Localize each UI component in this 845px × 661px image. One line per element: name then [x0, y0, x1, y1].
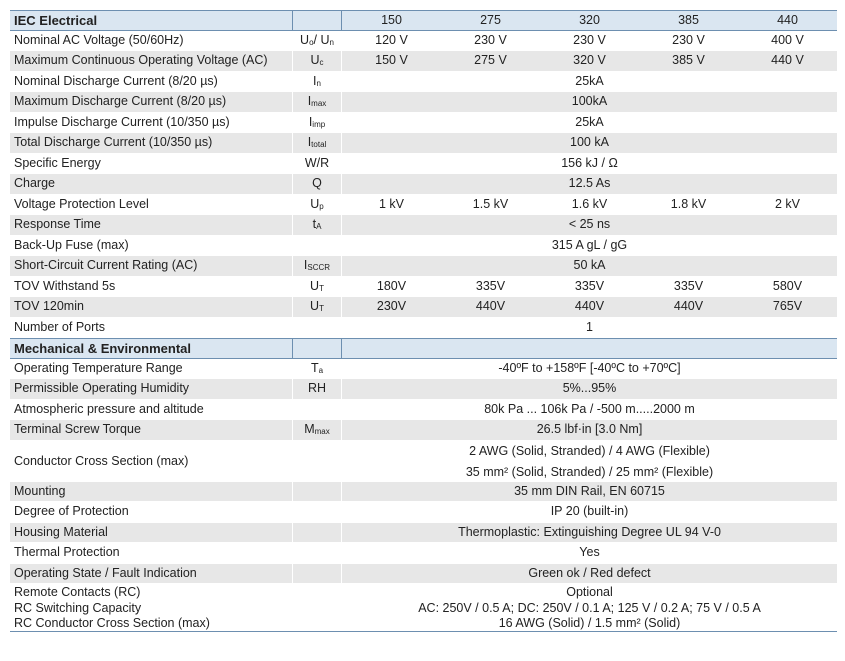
table-row — [10, 31, 837, 52]
param-name: Back-Up Fuse (max) — [14, 237, 129, 252]
table-row — [10, 72, 837, 93]
table-row — [10, 154, 837, 175]
param-value: 580V — [772, 278, 803, 293]
param-value: 440 V — [771, 53, 804, 67]
table-row — [10, 51, 837, 72]
symbol-header — [292, 11, 342, 30]
section-header-iec — [10, 10, 837, 31]
table-row — [10, 256, 837, 277]
param-name: Maximum Continuous Operating Voltage (AC) — [14, 53, 268, 67]
symbol-subscript: total — [311, 140, 327, 149]
param-value: 150 V — [375, 53, 408, 67]
param-value: 1.8 kV — [670, 196, 707, 211]
param-value — [342, 441, 837, 481]
param-value: 120 V — [375, 32, 408, 47]
param-name: Degree of Protection — [14, 504, 129, 518]
param-symbol — [292, 564, 342, 584]
param-value: Thermoplastic: Extinguishing Degree UL 94 V-0 — [458, 524, 721, 539]
param-name: Housing Material — [14, 524, 108, 539]
param-value: 180V — [376, 278, 407, 293]
iec-rows — [10, 31, 837, 339]
mech-rows — [10, 359, 837, 441]
param-value: 275 V — [474, 53, 507, 67]
symbol: t — [312, 217, 317, 231]
table-row — [10, 195, 837, 216]
param-value: -40ºF to +158ºF [-40ºC to +70ºC] — [498, 360, 681, 375]
param-value: IP 20 (built-in) — [550, 504, 629, 518]
param-name: Short-Circuit Current Rating (AC) — [14, 258, 198, 272]
col-header: 440 — [777, 13, 798, 27]
symbol-subscript: T — [319, 283, 324, 293]
symbol-subscript: c — [319, 58, 324, 67]
symbol: I — [307, 135, 312, 149]
param-symbol — [292, 318, 342, 338]
table-row — [10, 420, 837, 441]
param-value: 440V — [475, 299, 506, 313]
param-value: 80k Pa ... 106k Pa / -500 m.....2000 m — [484, 401, 695, 416]
symbol: I — [313, 73, 317, 88]
param-value: Yes — [579, 545, 600, 559]
param-name: Operating Temperature Range — [14, 360, 183, 375]
param-value: 35 mm DIN Rail, EN 60715 — [514, 483, 665, 498]
param-symbol — [292, 482, 342, 502]
param-name: Mounting — [14, 483, 66, 498]
symbol-subscript: a — [318, 365, 324, 375]
section-title: IEC Electrical — [14, 13, 98, 28]
param-symbol — [292, 400, 342, 420]
param-name: Nominal Discharge Current (8/20 µs) — [14, 73, 218, 88]
param-symbol — [292, 256, 342, 276]
table-row — [10, 379, 837, 400]
symbol: U — [310, 299, 320, 313]
param-symbol — [292, 31, 342, 51]
param-symbol — [292, 51, 342, 71]
table-row — [10, 523, 837, 544]
param-symbol — [292, 92, 342, 112]
section-title: Mechanical & Environmental — [14, 341, 191, 356]
symbol: I — [308, 114, 313, 129]
param-symbol — [292, 277, 342, 297]
param-value: 1.6 kV — [571, 196, 608, 211]
param-symbol — [292, 297, 342, 317]
param-value: 440V — [673, 299, 704, 313]
table-row — [10, 92, 837, 113]
param-name: Nominal AC Voltage (50/60Hz) — [14, 32, 184, 47]
table-row — [10, 133, 837, 154]
table-row — [10, 215, 837, 236]
table-row — [10, 584, 837, 632]
param-name: TOV Withstand 5s — [14, 278, 116, 293]
section-header-mech — [10, 338, 837, 359]
param-value: 230 V — [573, 32, 606, 47]
table-row — [10, 543, 837, 564]
param-symbol — [292, 236, 342, 256]
param-name: Operating State / Fault Indication — [14, 565, 197, 580]
param-value — [342, 584, 837, 631]
symbol: / U — [313, 32, 330, 47]
param-value: 320 V — [573, 53, 606, 67]
param-value: 25kA — [575, 73, 604, 88]
param-name: Maximum Discharge Current (8/20 µs) — [14, 94, 227, 108]
symbol: U — [310, 278, 320, 293]
param-value: 1 kV — [378, 196, 404, 211]
param-name: Impulse Discharge Current (10/350 µs) — [14, 114, 230, 129]
param-symbol — [292, 113, 342, 133]
param-value: 26.5 lbf·in [3.0 Nm] — [536, 422, 643, 436]
param-name: Number of Ports — [14, 319, 106, 334]
symbol-subscript: A — [316, 222, 322, 231]
symbol: M — [304, 422, 315, 436]
table-row — [10, 174, 837, 195]
param-value: 230 V — [474, 32, 507, 47]
param-symbol — [292, 195, 342, 215]
param-name: Response Time — [14, 217, 101, 231]
table-row — [10, 502, 837, 523]
param-symbol — [292, 543, 342, 563]
value-line: 2 AWG (Solid, Stranded) / 4 AWG (Flexible) — [469, 443, 710, 458]
param-symbol — [292, 441, 342, 481]
param-value: 440V — [574, 299, 605, 313]
param-value: 2 kV — [774, 196, 800, 211]
symbol-subscript: n — [329, 37, 334, 47]
name-line: Remote Contacts (RC) — [14, 585, 141, 599]
param-value: 156 kJ / Ω — [561, 155, 618, 170]
param-name: TOV 120min — [14, 299, 84, 313]
symbol: U — [310, 53, 320, 67]
symbol: W/R — [304, 155, 330, 170]
param-symbol — [292, 502, 342, 522]
param-symbol — [292, 215, 342, 235]
param-value: 230 V — [672, 32, 705, 47]
name-line: RC Switching Capacity — [14, 600, 142, 615]
symbol-header — [292, 339, 342, 358]
param-value: 230V — [376, 299, 407, 313]
param-symbol — [292, 359, 342, 379]
symbol-subscript: max — [314, 427, 330, 436]
param-value: 5%...95% — [562, 381, 617, 395]
param-symbol — [292, 133, 342, 153]
table-row — [10, 297, 837, 318]
table-row — [10, 318, 837, 339]
symbol-subscript: imp — [312, 119, 326, 129]
value-line: 16 AWG (Solid) / 1.5 mm² (Solid) — [498, 616, 681, 630]
table-row — [10, 277, 837, 298]
param-value: 1 — [586, 319, 593, 334]
param-value: 765V — [772, 299, 803, 313]
value-line: Optional — [566, 585, 613, 599]
param-value: 315 A gL / gG — [551, 237, 628, 252]
param-name: Voltage Protection Level — [14, 196, 149, 211]
table-row — [10, 113, 837, 134]
table-row — [10, 564, 837, 585]
col-header: 385 — [678, 13, 699, 27]
mech-rows-2 — [10, 482, 837, 585]
param-symbol — [292, 584, 342, 631]
table-row — [10, 236, 837, 257]
symbol: U — [310, 196, 320, 211]
symbol-subscript: n — [316, 78, 321, 88]
param-name — [10, 584, 292, 631]
param-symbol — [292, 379, 342, 399]
name-line: RC Conductor Cross Section (max) — [14, 616, 210, 630]
param-value: Green ok / Red defect — [528, 565, 651, 580]
table-row — [10, 482, 837, 503]
symbol: I — [303, 258, 308, 272]
param-name: Permissible Operating Humidity — [14, 381, 190, 395]
symbol: U — [300, 32, 310, 47]
param-value: 400 V — [771, 32, 804, 47]
value-header — [342, 339, 837, 358]
param-name: Total Discharge Current (10/350 µs) — [14, 135, 213, 149]
symbol-subscript: o — [309, 37, 314, 47]
param-value: 335V — [475, 278, 506, 293]
table-row — [10, 441, 837, 482]
col-header: 275 — [480, 13, 501, 27]
spec-table — [10, 10, 837, 632]
col-header: 320 — [579, 13, 600, 27]
param-symbol — [292, 523, 342, 543]
param-symbol — [292, 420, 342, 440]
symbol-subscript: p — [319, 201, 324, 211]
param-symbol — [292, 154, 342, 174]
param-name: Charge — [14, 176, 55, 190]
param-name: Terminal Screw Torque — [14, 422, 141, 436]
param-value: 25kA — [575, 114, 604, 129]
table-row — [10, 400, 837, 421]
symbol-subscript: T — [319, 304, 324, 313]
param-symbol — [292, 174, 342, 194]
value-line: AC: 250V / 0.5 A; DC: 250V / 0.1 A; 125 V / 0.2 A; 75 V / 0.5 A — [418, 600, 761, 615]
param-symbol — [292, 72, 342, 92]
col-header: 150 — [381, 13, 402, 27]
symbol: I — [307, 94, 312, 108]
param-value: 335V — [673, 278, 704, 293]
param-name: Thermal Protection — [14, 545, 120, 559]
param-name: Specific Energy — [14, 155, 101, 170]
symbol: Q — [312, 176, 322, 190]
param-value: 385 V — [672, 53, 705, 67]
param-name: Atmospheric pressure and altitude — [14, 401, 204, 416]
value-line: 35 mm² (Solid, Stranded) / 25 mm² (Flexible) — [342, 461, 837, 481]
param-value: 100kA — [571, 94, 608, 108]
param-value: 50 kA — [573, 258, 606, 272]
symbol-subscript: max — [311, 99, 327, 108]
param-value: 100 kA — [570, 135, 609, 149]
symbol: RH — [307, 381, 327, 395]
param-value: 335V — [574, 278, 605, 293]
param-value: < 25 ns — [568, 217, 611, 231]
param-value: 1.5 kV — [472, 196, 509, 211]
param-name: Conductor Cross Section (max) — [14, 453, 189, 468]
symbol-subscript: SCCR — [307, 263, 331, 272]
symbol: T — [310, 360, 319, 375]
table-row — [10, 359, 837, 380]
param-value: 12.5 As — [568, 176, 611, 190]
